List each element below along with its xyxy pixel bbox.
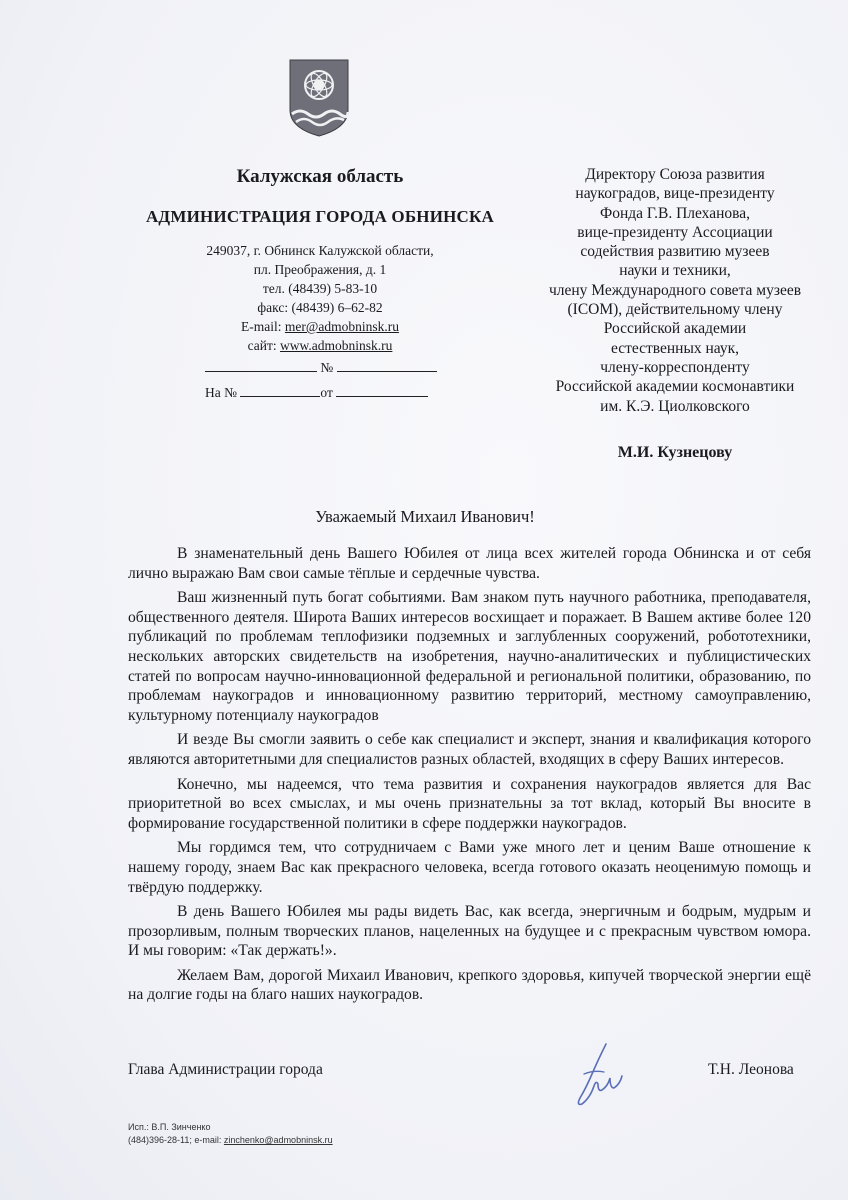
signatory-role: Глава Администрации города (128, 1061, 323, 1078)
executor-email-link[interactable]: zinchenko@admobninsk.ru (223, 1135, 333, 1145)
date-blank (205, 359, 317, 372)
phone-line: тел. (48439) 5-83-10 (262, 281, 378, 296)
letter-body (128, 544, 811, 1010)
outgoing-number-line (205, 359, 437, 376)
sender-address (120, 241, 520, 355)
recipient-line: (ICOM), действительному члену (567, 301, 783, 319)
recipient-block (520, 165, 830, 416)
executor-info (128, 1121, 333, 1147)
executor-name: Исп.: В.П. Зинченко (128, 1122, 211, 1132)
site-link[interactable]: www.admobninsk.ru (280, 338, 393, 353)
recipient-line: Директору Союза развития (585, 166, 765, 183)
recipient-line: члену Международного совета музеев (548, 281, 802, 299)
address-line: 249037, г. Обнинск Калужской области, (206, 243, 434, 258)
recipient-line: члену-корреспонденту (600, 358, 750, 376)
body-paragraph: Желаем Вам, дорогой Михаил Иванович, крепкого здоровья, кипучей творческой энергии ещё на долгие годы на благо наших наукоградов. (128, 966, 811, 1004)
number-blank (337, 359, 437, 372)
email-link[interactable]: mer@admobninsk.ru (284, 319, 399, 334)
recipient-line: им. К.Э. Циолковского (600, 397, 750, 415)
email-label: E-mail: (241, 319, 285, 334)
address-line: пл. Преображения, д. 1 (253, 262, 387, 277)
recipient-line: наукоградов, вице-президенту (575, 185, 775, 203)
region-name: Калужская область (236, 166, 404, 187)
reference-number-line (205, 384, 428, 401)
fax-line: факс: (48439) 6–62-82 (257, 300, 383, 315)
recipient-name: М.И. Кузнецову (617, 444, 733, 461)
site-line (120, 336, 520, 355)
body-paragraph: Ваш жизненный путь богат событиями. Вам знаком путь научного работника, преподавателя, общественного деятеля. Широта Ваших интересов восхищает и поражает. В Вашем активе более 120 публикаций по проблемам теплофизики подземных и заглубленных сооружений, робототехники, нескольких авторских свидетельств на изобретения, научно-аналитических и публицистических статей по вопросам научно-инновационной федеральной и региональной политики, образованию, по проблемам наукоградов и инновационному развитию территорий, местному самоуправлению, культурному потенциалу наукоградов (128, 589, 811, 724)
reference-date-blank (336, 384, 428, 397)
body-paragraph: Конечно, мы надеемся, что тема развития и сохранения наукоградов является для Вас приоритетной во всех смыслах, и мы очень признательны за тот вклад, который Вы вносите в формирование государственной политики в сфере поддержки наукоградов. (128, 775, 811, 832)
salutation: Уважаемый Михаил Иванович! (315, 507, 535, 526)
administration-title: АДМИНИСТРАЦИЯ ГОРОДА ОБНИНСКА (145, 207, 495, 226)
recipient-line: Российской академии космонавтики (555, 378, 795, 396)
body-paragraph: В день Вашего Юбилея мы рады видеть Вас, как всегда, энергичным и бодрым, мудрым и прозорливым, полным творческих планов, нацеленных на будущее и с прекрасным чувством юмора. И мы говорим: «Так держать!». (128, 903, 811, 960)
body-paragraph: Мы гордимся тем, что сотрудничаем с Вами уже много лет и ценим Ваше отношение к нашему городу, знаем Вас как прекрасного человека, всегда готового оказать неоценимую помощь и твёрдую поддержку. (128, 839, 811, 896)
recipient-line: науки и техники, (619, 262, 731, 280)
recipient-line: вице-президенту Ассоциации (577, 223, 773, 241)
reference-number-blank (240, 384, 320, 397)
city-coat-of-arms-icon (288, 58, 350, 138)
recipient-line: содействия развитию музеев (580, 243, 770, 261)
body-paragraph: В знаменательный день Вашего Юбилея от лица всех жителей города Обнинска и от себя лично выражаю Вам свои самые тёплые и сердечные чувства. (128, 545, 811, 582)
email-line (120, 317, 520, 336)
recipient-line: Фонда Г.В. Плеханова, (599, 204, 751, 222)
handwritten-signature-icon (568, 1040, 630, 1112)
recipient-line: Российской академии (603, 320, 747, 338)
from-label: от (320, 385, 333, 400)
executor-phone: (484)396-28-11; e-mail: (128, 1135, 224, 1145)
reference-label: На № (205, 385, 237, 400)
signatory-name: Т.Н. Леонова (708, 1061, 794, 1078)
executor-contacts (128, 1134, 333, 1147)
recipient-line: естественных наук, (610, 339, 740, 357)
number-sign: № (320, 360, 334, 375)
body-paragraph: И везде Вы смогли заявить о себе как специалист и эксперт, знания и квалификация которого являются авторитетными для специалистов разных областей, входящих в сферу Ваших интересов. (128, 731, 811, 768)
site-label: сайт: (247, 338, 281, 353)
